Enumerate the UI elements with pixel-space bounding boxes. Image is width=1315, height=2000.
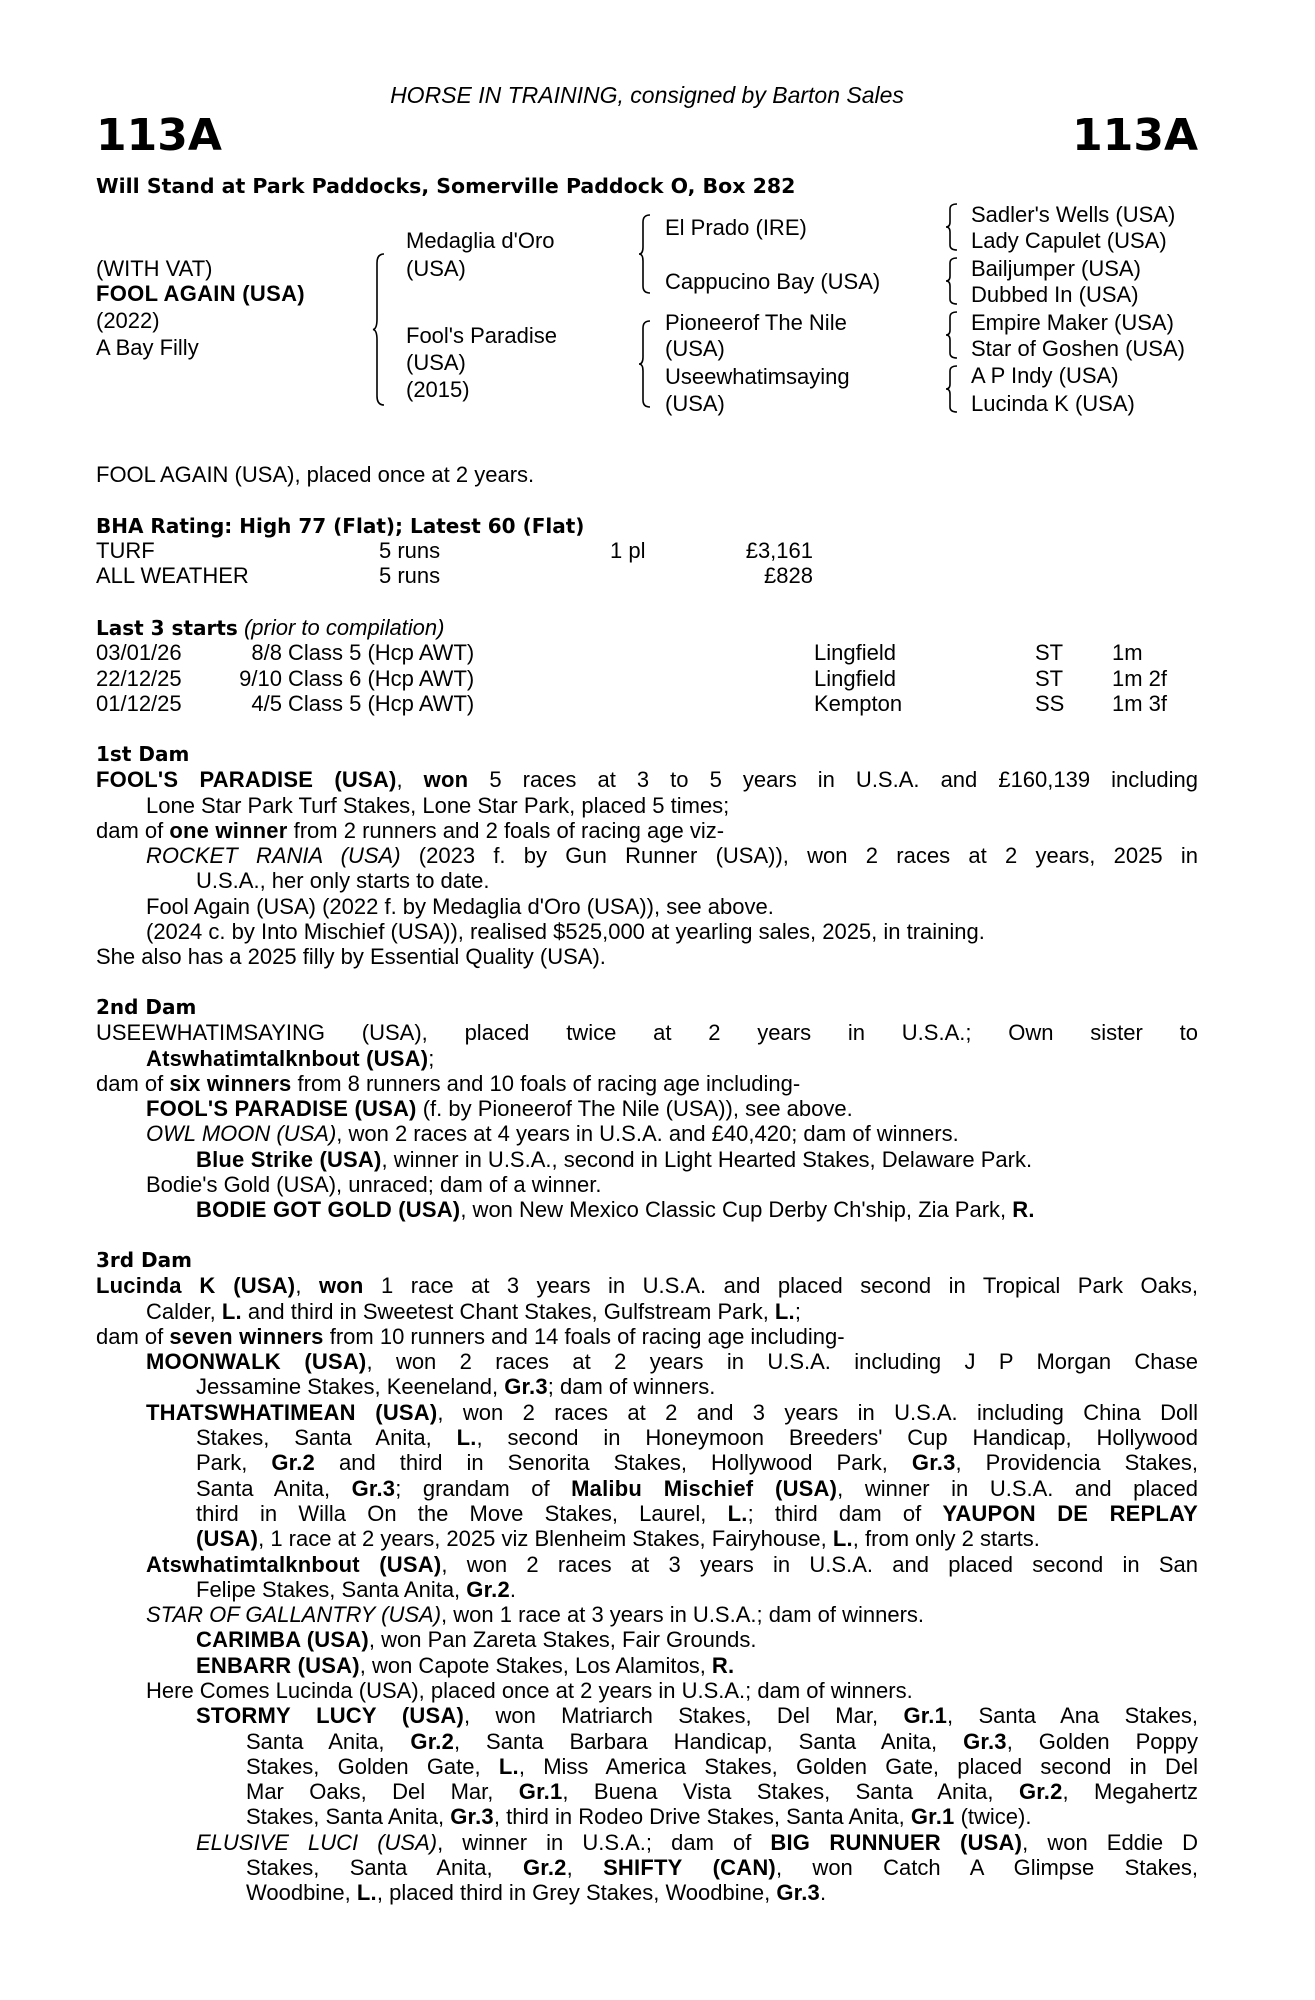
italic-name: ROCKET RANIA (USA) [146, 843, 401, 869]
text-run: ; grandam of [395, 1475, 572, 1501]
section-heading: 1st Dam [96, 742, 190, 766]
text-run: (2024 c. by Into Mischief (USA)), realised $525,000 at yearling sales, 2025, in training. [146, 919, 985, 945]
bold-name: Gr.2 [522, 1855, 567, 1881]
text-run: , won Catch A Glimpse Stakes, [775, 1855, 1198, 1881]
text-run: , [295, 1273, 319, 1299]
italic-name: ELUSIVE LUCI (USA) [196, 1829, 438, 1855]
text-run: Calder, [146, 1298, 222, 1324]
bold-name: won [423, 767, 469, 793]
bold-name: Blue Strike (USA) [196, 1146, 382, 1172]
pedigree-entry [96, 894, 1198, 919]
bold-name: THATSWHATIMEAN (USA) [146, 1399, 438, 1425]
placings: 1 pl [610, 538, 646, 563]
bold-name: FOOL'S PARADISE (USA) [96, 767, 397, 793]
runs: 5 runs [379, 563, 441, 588]
dam-sire-country: (USA) [665, 336, 725, 361]
racecourse: Lingfield [814, 665, 896, 691]
text-run: , third in Rodeo Drive Stakes, Santa Anita, [493, 1804, 911, 1830]
text-line [96, 1172, 1198, 1197]
pedigree-entry [96, 1653, 1198, 1678]
pedigree-entry [96, 1830, 1198, 1906]
bold-name: L. [456, 1425, 477, 1451]
text-line [96, 1197, 1198, 1222]
text-run: U.S.A., her only starts to date. [196, 868, 490, 894]
dam-sire: Pioneerof The Nile [665, 310, 847, 335]
pedigree-entry [96, 1349, 1198, 1400]
consignment-banner: HORSE IN TRAINING, consigned by Barton Sales [390, 82, 904, 108]
bold-name: Gr.3 [911, 1450, 956, 1476]
text-line [96, 1703, 1198, 1728]
pedigree-entry [96, 919, 1198, 944]
text-line [96, 1046, 1198, 1071]
pedigree-entry [96, 1197, 1198, 1222]
text-run: Santa Anita, [246, 1728, 411, 1754]
brace-icon [638, 214, 652, 294]
runs: 5 runs [379, 538, 441, 563]
section-heading: 2nd Dam [96, 994, 197, 1019]
distance: 1m 2f [1112, 665, 1168, 691]
pedigree-entry [96, 1602, 1198, 1627]
text-line [96, 1349, 1198, 1374]
pedigree-entry [96, 1324, 1198, 1349]
text-line [96, 1526, 1198, 1551]
bold-name: Gr.2 [466, 1576, 510, 1602]
text-run: (twice). [954, 1804, 1032, 1830]
text-run: third in Willa On the Move Stakes, Laurel, [196, 1500, 728, 1526]
text-line [96, 1754, 1198, 1779]
text-run: Stakes, Santa Anita, [196, 1425, 457, 1451]
going: ST [1035, 665, 1064, 691]
text-run: , won Pan Zareta Stakes, Fair Grounds. [368, 1627, 757, 1653]
text-line [96, 1147, 1198, 1172]
text-run: ; dam of winners. [547, 1374, 716, 1400]
text-run: , won 2 races at 3 years in U.S.A. and placed second in San [441, 1551, 1198, 1577]
pedigree-entry [96, 1096, 1198, 1121]
text-run: , Santa Barbara Handicap, Santa Anita, [454, 1728, 964, 1754]
bold-name: Gr.3 [963, 1728, 1007, 1754]
text-run: Stakes, Santa Anita, [246, 1804, 451, 1830]
text-run: (f. by Pioneerof The Nile (USA)), see above. [416, 1096, 853, 1122]
text-line [96, 1577, 1198, 1602]
text-line [96, 1096, 1198, 1121]
bold-name: R. [711, 1652, 735, 1678]
pedigree-entry [96, 1627, 1198, 1652]
text-run: , [396, 767, 424, 793]
text-run: , Buena Vista Stakes, Santa Anita, [562, 1779, 1019, 1805]
text-run: , won Matriarch Stakes, Del Mar, [464, 1703, 904, 1729]
text-run: dam of [96, 1070, 170, 1096]
vat-status: (WITH VAT) [96, 256, 213, 281]
sire-country: (USA) [406, 256, 466, 281]
text-line [96, 767, 1198, 792]
pedigree-entry [96, 1400, 1198, 1552]
section-heading: 3rd Dam [96, 1247, 192, 1272]
bold-name: L. [356, 1880, 377, 1906]
bold-name: STORMY LUCY (USA) [196, 1703, 465, 1729]
prize-money: £3,161 [745, 538, 813, 563]
text-line [96, 919, 1198, 944]
text-run: , winner in U.S.A. and placed [837, 1475, 1198, 1501]
finish-position: 9/10 [239, 665, 282, 691]
text-run: , won 2 races at 4 years in U.S.A. and £40,420; dam of winners. [336, 1121, 959, 1147]
prize-money: £828 [764, 563, 813, 588]
text-line [96, 868, 1198, 893]
sire-dam: Cappucino Bay (USA) [665, 269, 881, 294]
bold-name: Atswhatimtalknbout (USA) [146, 1045, 429, 1071]
brace-icon [945, 311, 959, 359]
text-run: , winner in U.S.A., second in Light Hearted Stakes, Delaware Park. [381, 1146, 1033, 1172]
bold-name: L. [727, 1500, 748, 1526]
race-summary: FOOL AGAIN (USA), placed once at 2 years. [96, 462, 535, 487]
gen3-ancestor: Bailjumper (USA) [971, 256, 1141, 281]
text-run: , Providencia Stakes, [955, 1450, 1198, 1476]
text-run: . [509, 1576, 517, 1602]
text-line [96, 1324, 1198, 1349]
dam-section [96, 742, 1198, 970]
text-run: , Megahertz [1062, 1779, 1199, 1805]
brace-icon [945, 203, 959, 251]
text-run: , second in Honeymoon Breeders' Cup Handicap, Hollywood [476, 1425, 1198, 1451]
bold-name: Gr.2 [1018, 1779, 1063, 1805]
pedigree-entry [96, 1172, 1198, 1197]
finish-position: 8/8 [251, 640, 282, 665]
bold-name: Gr.3 [776, 1880, 820, 1906]
text-run: , from only 2 starts. [852, 1526, 1040, 1552]
text-line [96, 1020, 1198, 1045]
bold-name: won [318, 1273, 364, 1299]
text-run: dam of [96, 817, 170, 843]
section-spacer [96, 1223, 1198, 1248]
text-run: , 1 race at 2 years, 2025 viz Blenheim Stakes, Fairyhouse, [258, 1526, 833, 1552]
text-line [96, 1299, 1198, 1324]
text-line [96, 1678, 1198, 1703]
text-line [96, 1476, 1198, 1501]
text-line [96, 1374, 1198, 1399]
pedigree-entry [96, 1273, 1198, 1324]
text-line [96, 818, 1198, 843]
bold-name: Gr.2 [410, 1728, 455, 1754]
bold-name: L. [832, 1526, 853, 1552]
finish-position: 4/5 [251, 691, 282, 716]
text-line [96, 1602, 1198, 1627]
distance: 1m 3f [1112, 691, 1168, 716]
text-line [96, 1627, 1198, 1652]
text-run: and third in Sweetest Chant Stakes, Gulfstream Park, [241, 1298, 775, 1324]
text-line [96, 1729, 1198, 1754]
text-run: dam of [96, 1323, 170, 1349]
bold-name: Gr.1 [518, 1779, 563, 1805]
text-line [96, 1880, 1198, 1905]
text-line [96, 1501, 1198, 1526]
text-line [96, 1653, 1198, 1678]
horse-name: FOOL AGAIN (USA) [96, 281, 305, 306]
gen3-ancestor: Lady Capulet (USA) [971, 228, 1167, 253]
bold-name: seven winners [169, 1323, 324, 1349]
text-run: Woodbine, [246, 1880, 357, 1906]
bold-name: (USA) [196, 1526, 259, 1552]
racecourse: Lingfield [814, 640, 896, 665]
bha-rating: BHA Rating: High 77 (Flat); Latest 60 (Flat) [96, 514, 585, 538]
bold-name: Gr.3 [504, 1374, 548, 1400]
bold-name: R. [1012, 1197, 1035, 1223]
text-run: ; third dam of [747, 1500, 943, 1526]
surface: ALL WEATHER [96, 563, 249, 588]
bold-name: Gr.1 [910, 1804, 955, 1830]
pedigree-entry [96, 1071, 1198, 1096]
bold-name: BIG RUNNUER (USA) [770, 1829, 1023, 1855]
dam-section [96, 995, 1198, 1223]
gen3-ancestor: Empire Maker (USA) [971, 310, 1174, 335]
text-run: from 8 runners and 10 foals of racing age including- [291, 1070, 801, 1096]
race-class: Class 5 (Hcp AWT) [288, 691, 475, 716]
surface: TURF [96, 538, 155, 563]
dam-year: (2015) [406, 377, 470, 402]
text-run: Fool Again (USA) (2022 f. by Medaglia d'Oro (USA)), see above. [146, 893, 774, 919]
dam-sections [96, 742, 1198, 1906]
text-line [96, 1830, 1198, 1855]
text-line [96, 1273, 1198, 1298]
text-run: ; [428, 1045, 435, 1071]
bold-name: six winners [169, 1070, 292, 1096]
pedigree-entry [96, 1552, 1198, 1603]
gen3-ancestor: Sadler's Wells (USA) [971, 202, 1176, 227]
pedigree-entry [96, 818, 1198, 843]
pedigree-entry [96, 1147, 1198, 1172]
sire-sire: El Prado (IRE) [665, 215, 807, 240]
foaling-year: (2022) [96, 308, 160, 333]
text-run: , won Eddie D [1022, 1829, 1199, 1855]
dam-section [96, 1248, 1198, 1906]
bold-name: Lucinda K (USA) [96, 1273, 296, 1299]
text-line [96, 1855, 1198, 1880]
bold-name: FOOL'S PARADISE (USA) [146, 1096, 417, 1122]
gen3-ancestor: A P Indy (USA) [971, 363, 1119, 388]
bold-name: L. [774, 1298, 795, 1324]
pedigree-entry [96, 1020, 1198, 1071]
text-run: , Golden Poppy [1006, 1728, 1198, 1754]
text-run: and third in Senorita Stakes, Hollywood Park, [314, 1450, 912, 1476]
text-run: 1 race at 3 years in U.S.A. and placed second in Tropical Park Oaks, [363, 1273, 1198, 1299]
text-run: She also has a 2025 filly by Essential Quality (USA). [96, 944, 606, 970]
gen3-ancestor: Dubbed In (USA) [971, 282, 1139, 307]
text-run: . [819, 1880, 827, 1906]
text-run: from 2 runners and 2 foals of racing age viz- [287, 817, 725, 843]
text-run: Here Comes Lucinda (USA), placed once at 2 years in U.S.A.; dam of winners. [146, 1677, 913, 1703]
bold-name: SHIFTY (CAN) [603, 1855, 776, 1881]
bold-name: MOONWALK (USA) [146, 1349, 367, 1375]
text-run: , won Capote Stakes, Los Alamitos, [359, 1652, 712, 1678]
start-date: 22/12/25 [96, 665, 182, 691]
brace-icon [945, 257, 959, 305]
stabling-location: Will Stand at Park Paddocks, Somerville Paddock O, Box 282 [96, 174, 796, 198]
text-line [96, 894, 1198, 919]
text-run: Bodie's Gold (USA), unraced; dam of a winner. [146, 1172, 602, 1198]
text-line [96, 1552, 1198, 1577]
bold-name: Malibu Mischief (USA) [571, 1475, 838, 1501]
going: ST [1035, 640, 1064, 665]
race-class: Class 5 (Hcp AWT) [288, 640, 475, 665]
bold-name: L. [498, 1753, 519, 1779]
text-line [96, 1779, 1198, 1804]
lot-number-right: 113A [1072, 110, 1198, 161]
bold-name: CARIMBA (USA) [196, 1627, 369, 1653]
text-run: , won New Mexico Classic Cup Derby Ch'ship, Zia Park, [460, 1197, 1013, 1223]
bold-name: L. [221, 1298, 242, 1324]
dam-country: (USA) [406, 350, 466, 375]
distance: 1m [1112, 640, 1143, 665]
text-line [96, 1121, 1198, 1146]
bold-name: Gr.1 [903, 1703, 948, 1729]
dam-dam-country: (USA) [665, 391, 725, 416]
text-run: Stakes, Golden Gate, [246, 1753, 499, 1779]
text-run: , won 1 race at 3 years in U.S.A.; dam of winners. [441, 1602, 925, 1628]
pedigree-entry [96, 1121, 1198, 1146]
gen3-ancestor: Lucinda K (USA) [971, 391, 1135, 416]
bold-name: Atswhatimtalknbout (USA) [146, 1551, 442, 1577]
dam-dam: Useewhatimsaying [665, 364, 850, 389]
start-date: 03/01/26 [96, 640, 182, 665]
text-run: (2023 f. by Gun Runner (USA)), won 2 races at 2 years, 2025 in [400, 843, 1198, 869]
text-line [96, 793, 1198, 818]
race-class: Class 6 (Hcp AWT) [288, 665, 475, 691]
text-run: Felipe Stakes, Santa Anita, [196, 1576, 467, 1602]
text-run: , Santa Ana Stakes, [947, 1703, 1198, 1729]
sire-name: Medaglia d'Oro [406, 228, 555, 253]
last-starts-title: Last 3 starts [96, 616, 238, 640]
text-line [96, 1425, 1198, 1450]
lot-number-left: 113A [96, 110, 222, 161]
gen3-ancestor: Star of Goshen (USA) [971, 336, 1185, 361]
text-run: , winner in U.S.A.; dam of [437, 1829, 771, 1855]
brace-icon [372, 253, 386, 406]
pedigree-entry [96, 1678, 1198, 1703]
bold-name: BODIE GOT GOLD (USA) [196, 1197, 461, 1223]
racecourse: Kempton [814, 691, 903, 716]
text-run: Stakes, Santa Anita, [246, 1855, 523, 1881]
bold-name: Gr.3 [351, 1475, 396, 1501]
brace-icon [638, 320, 652, 408]
italic-name: STAR OF GALLANTRY (USA) [146, 1602, 442, 1628]
text-line [96, 1804, 1198, 1829]
text-run: , [566, 1855, 604, 1881]
text-line [96, 1450, 1198, 1475]
text-run: , Miss America Stakes, Golden Gate, placed second in Del [518, 1753, 1198, 1779]
text-line [96, 1400, 1198, 1425]
brace-icon [945, 365, 959, 413]
text-run: , won 2 races at 2 years in U.S.A. including J P Morgan Chase [366, 1349, 1199, 1375]
last-starts-heading [96, 615, 444, 641]
text-run: USEEWHATIMSAYING (USA), placed twice at 2 years in U.S.A.; Own sister to [96, 1020, 1198, 1046]
bold-name: YAUPON DE REPLAY [942, 1500, 1198, 1526]
text-line [96, 1071, 1198, 1096]
text-run: Lone Star Park Turf Stakes, Lone Star Park, placed 5 times; [146, 792, 730, 818]
pedigree-entry [96, 1703, 1198, 1829]
text-run: , placed third in Grey Stakes, Woodbine, [376, 1880, 777, 1906]
italic-name: OWL MOON (USA) [146, 1121, 337, 1147]
text-run: from 10 runners and 14 foals of racing age including- [323, 1323, 845, 1349]
text-run: Park, [196, 1450, 272, 1476]
text-line [96, 944, 1198, 969]
text-run: Jessamine Stakes, Keeneland, [196, 1374, 505, 1400]
bold-name: Gr.3 [450, 1804, 494, 1830]
pedigree-entry [96, 767, 1198, 818]
text-run: , won 2 races at 2 and 3 years in U.S.A. including China Doll [437, 1399, 1199, 1425]
pedigree-entry [96, 944, 1198, 969]
text-run: Mar Oaks, Del Mar, [246, 1779, 519, 1805]
bold-name: Gr.2 [271, 1450, 315, 1476]
going: SS [1035, 691, 1065, 716]
pedigree-entry [96, 843, 1198, 894]
horse-description: A Bay Filly [96, 335, 199, 360]
text-line [96, 843, 1198, 868]
text-run: ; [794, 1298, 801, 1324]
bold-name: one winner [169, 817, 288, 843]
dam-name: Fool's Paradise [406, 323, 557, 348]
text-run: Santa Anita, [196, 1475, 352, 1501]
section-spacer [96, 970, 1198, 995]
bold-name: ENBARR (USA) [196, 1652, 360, 1678]
last-starts-note: (prior to compilation) [243, 615, 445, 640]
start-date: 01/12/25 [96, 691, 182, 716]
text-run: 5 races at 3 to 5 years in U.S.A. and £160,139 including [468, 767, 1198, 793]
